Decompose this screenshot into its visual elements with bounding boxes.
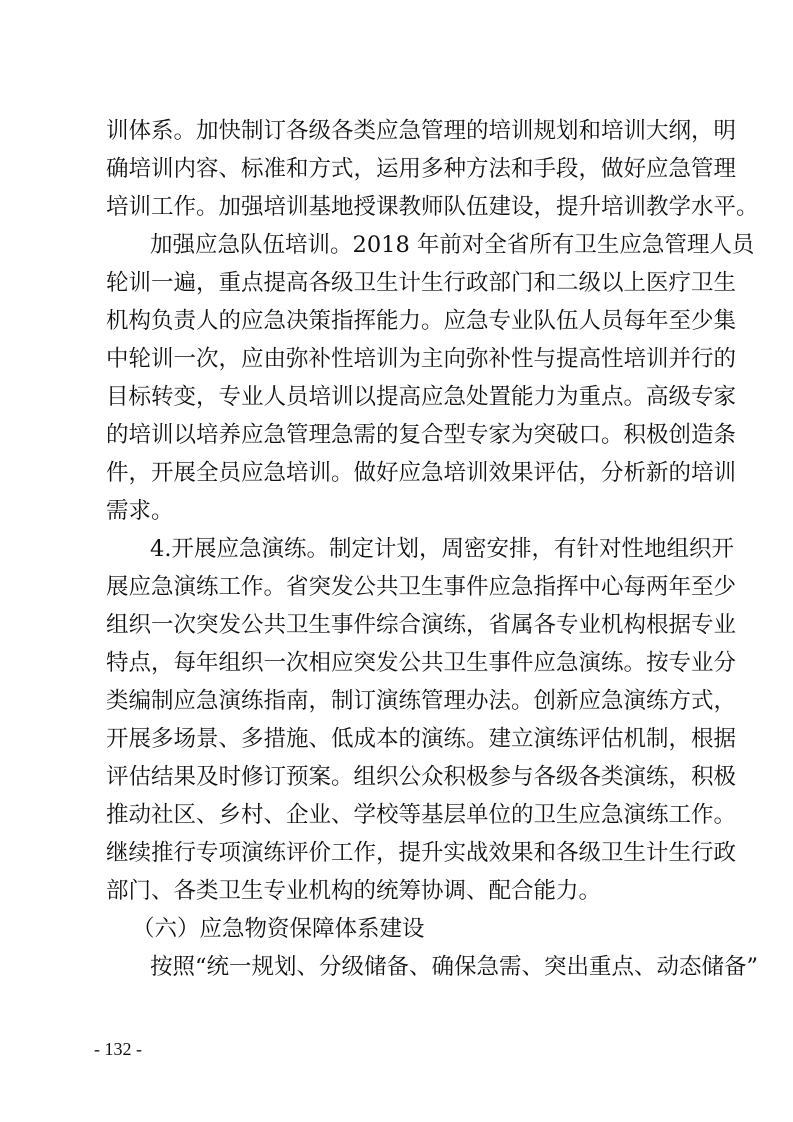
paragraph-line: 推动社区、乡村、企业、学校等基层单位的卫生应急演练工作。 <box>106 802 737 828</box>
paragraph-line: 组织一次突发公共卫生事件综合演练，省属各专业机构根据专业 <box>106 612 737 638</box>
paragraph-line: 的培训以培养应急管理急需的复合型专家为突破口。积极创造条 <box>106 422 737 448</box>
paragraph-line: 目标转变，专业人员培训以提高应急处置能力为重点。高级专家 <box>106 384 737 410</box>
paragraph-line: 培训工作。加强培训基地授课教师队伍建设，提升培训教学水平。 <box>106 194 759 220</box>
paragraph-line: 部门、各类卫生专业机构的统筹协调、配合能力。 <box>106 878 602 904</box>
paragraph-line: 机构负责人的应急决策指挥能力。应急专业队伍人员每年至少集 <box>106 308 737 334</box>
paragraph-line: 继续推行专项演练评价工作，提升实战效果和各级卫生计生行政 <box>106 840 737 866</box>
paragraph-line: 按照“统一规划、分级储备、确保急需、突出重点、动态储备” <box>150 954 759 980</box>
section-heading: （六）应急物资保障体系建设 <box>132 916 425 942</box>
paragraph-line: 件，开展全员应急培训。做好应急培训效果评估，分析新的培训 <box>106 460 737 486</box>
paragraph-line: 确培训内容、标准和方式，运用多种方法和手段，做好应急管理 <box>106 156 737 182</box>
paragraph-line: 开展多场景、多措施、低成本的演练。建立演练评估机制，根据 <box>106 726 737 752</box>
paragraph-line: 中轮训一次，应由弥补性培训为主向弥补性与提高性培训并行的 <box>106 346 737 372</box>
paragraph-line: 加强应急队伍培训。2018 年前对全省所有卫生应急管理人员 <box>150 232 755 258</box>
paragraph-line: 类编制应急演练指南，制订演练管理办法。创新应急演练方式， <box>106 688 737 714</box>
paragraph-line: 轮训一遍，重点提高各级卫生计生行政部门和二级以上医疗卫生 <box>106 270 737 296</box>
paragraph-line: 训体系。加快制订各级各类应急管理的培训规划和培训大纲，明 <box>106 118 737 144</box>
paragraph-line: 展应急演练工作。省突发公共卫生事件应急指挥中心每两年至少 <box>106 574 737 600</box>
paragraph-line: 评估结果及时修订预案。组织公众积极参与各级各类演练，积极 <box>106 764 737 790</box>
paragraph-line: 需求。 <box>106 498 174 524</box>
paragraph-line: 4.开展应急演练。制定计划，周密安排，有针对性地组织开 <box>150 536 734 562</box>
page-number: - 132 - <box>94 1039 142 1059</box>
paragraph-line: 特点，每年组织一次相应突发公共卫生事件应急演练。按专业分 <box>106 650 737 676</box>
